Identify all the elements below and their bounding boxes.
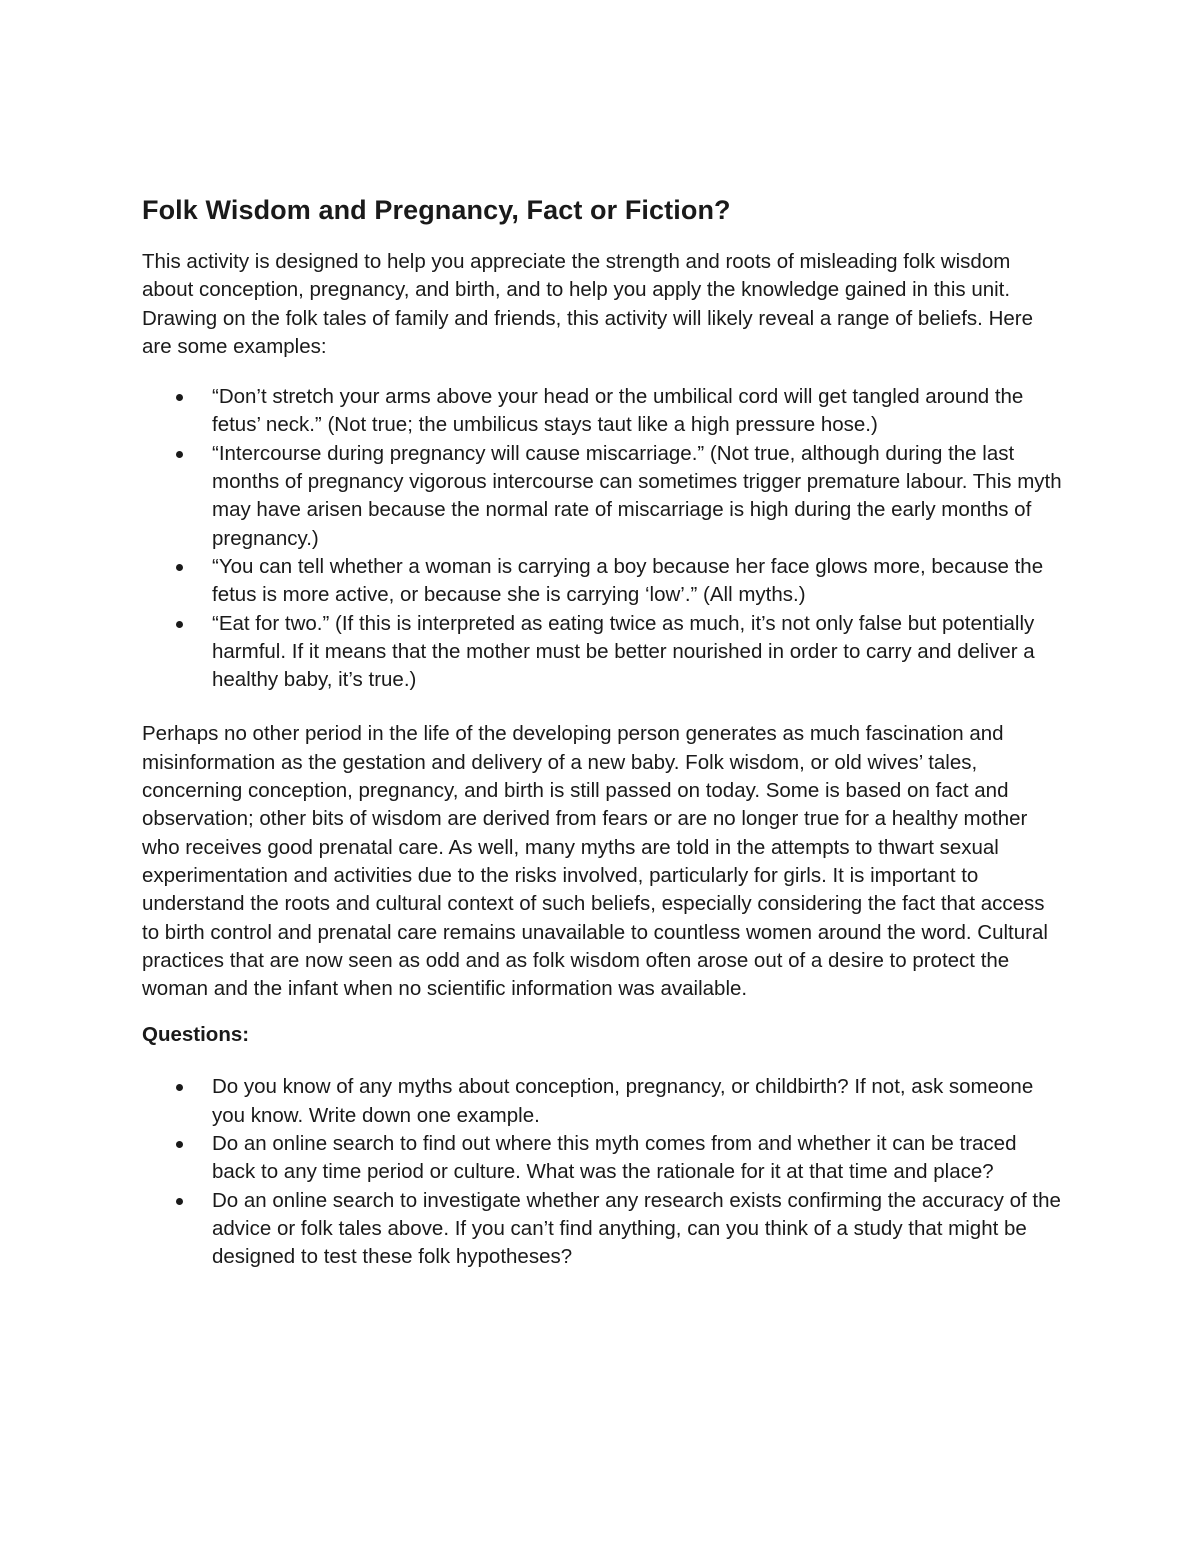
- intro-paragraph: This activity is designed to help you appreciate the strength and roots of misleading folk wisdom about conception, pregnancy, and birth, and to help you apply the knowledge gained in this unit. Drawing on the folk tales of family and friends, this activity will likely reveal a range of beliefs. Here are some examples:: [142, 250, 1034, 358]
- questions-list: [142, 1073, 1062, 1271]
- question-text: Do an online search to find out where this myth comes from and whether it can be traced back to any time period or culture. What was the rationale for it at that time and place?: [212, 1132, 1017, 1184]
- bullet-icon: [176, 394, 183, 401]
- bullet-icon: [176, 1084, 183, 1091]
- example-text: “You can tell whether a woman is carrying a boy because her face glows more, because the fetus is more active, or because she is carrying ‘low’.” (All myths.): [212, 554, 1044, 607]
- document-page: [142, 192, 1062, 1298]
- list-item: [142, 1187, 1062, 1272]
- document-title: Folk Wisdom and Pregnancy, Fact or Fiction?: [142, 195, 731, 225]
- example-text: “Don’t stretch your arms above your head or the umbilical cord will get tangled around the fetus’ neck.” (Not true; the umbilicus stays taut like a high pressure hose.): [212, 385, 1024, 437]
- list-item: [142, 440, 1062, 553]
- questions-heading: Questions:: [142, 1023, 250, 1047]
- bullet-icon: [176, 564, 183, 571]
- list-item: [142, 1130, 1062, 1187]
- question-text: Do you know of any myths about conception, pregnancy, or childbirth? If not, ask someone you know. Write down one example.: [212, 1075, 1034, 1127]
- body-paragraph: Perhaps no other period in the life of the developing person generates as much fascination and misinformation as the gestation and delivery of a new baby. Folk wisdom, or old wives’ tales, concerning conception, pregnancy, and birth is still passed on today. Some is based on fact and observation; other bits of wisdom are derived from fears or are no longer true for a healthy mother who receives good prenatal care. As well, many myths are told in the attempts to thwart sexual experimentation and activities due to the risks involved, particularly for girls. It is important to understand the roots and cultural context of such beliefs, especially considering the fact that access to birth control and prenatal care remains unavailable to countless women around the word. Cultural practices that are now seen as odd and as folk wisdom often arose out of a desire to protect the woman and the infant when no scientific information was available.: [142, 722, 1048, 1001]
- list-item: [142, 553, 1062, 610]
- bullet-icon: [176, 451, 183, 458]
- bullet-icon: [176, 621, 183, 628]
- bullet-icon: [176, 1141, 183, 1148]
- list-item: [142, 383, 1062, 440]
- examples-list: [142, 383, 1062, 694]
- list-item: [142, 610, 1062, 695]
- example-text: “Intercourse during pregnancy will cause miscarriage.” (Not true, although during the last months of pregnancy vigorous intercourse can sometimes trigger premature labour. This myth may have arisen because the normal rate of miscarriage is high during the early months of pregnancy.): [212, 441, 1062, 550]
- example-text: “Eat for two.” (If this is interpreted as eating twice as much, it’s not only false but potentially harmful. If it means that the mother must be better nourished in order to carry and deliver a healthy baby, it’s true.): [212, 611, 1035, 692]
- list-item: [142, 1073, 1062, 1130]
- question-text: Do an online search to investigate whether any research exists confirming the accuracy of the advice or folk tales above. If you can’t find anything, can you think of a study that might be designed to test these folk hypotheses?: [212, 1188, 1061, 1269]
- bullet-icon: [176, 1198, 183, 1205]
